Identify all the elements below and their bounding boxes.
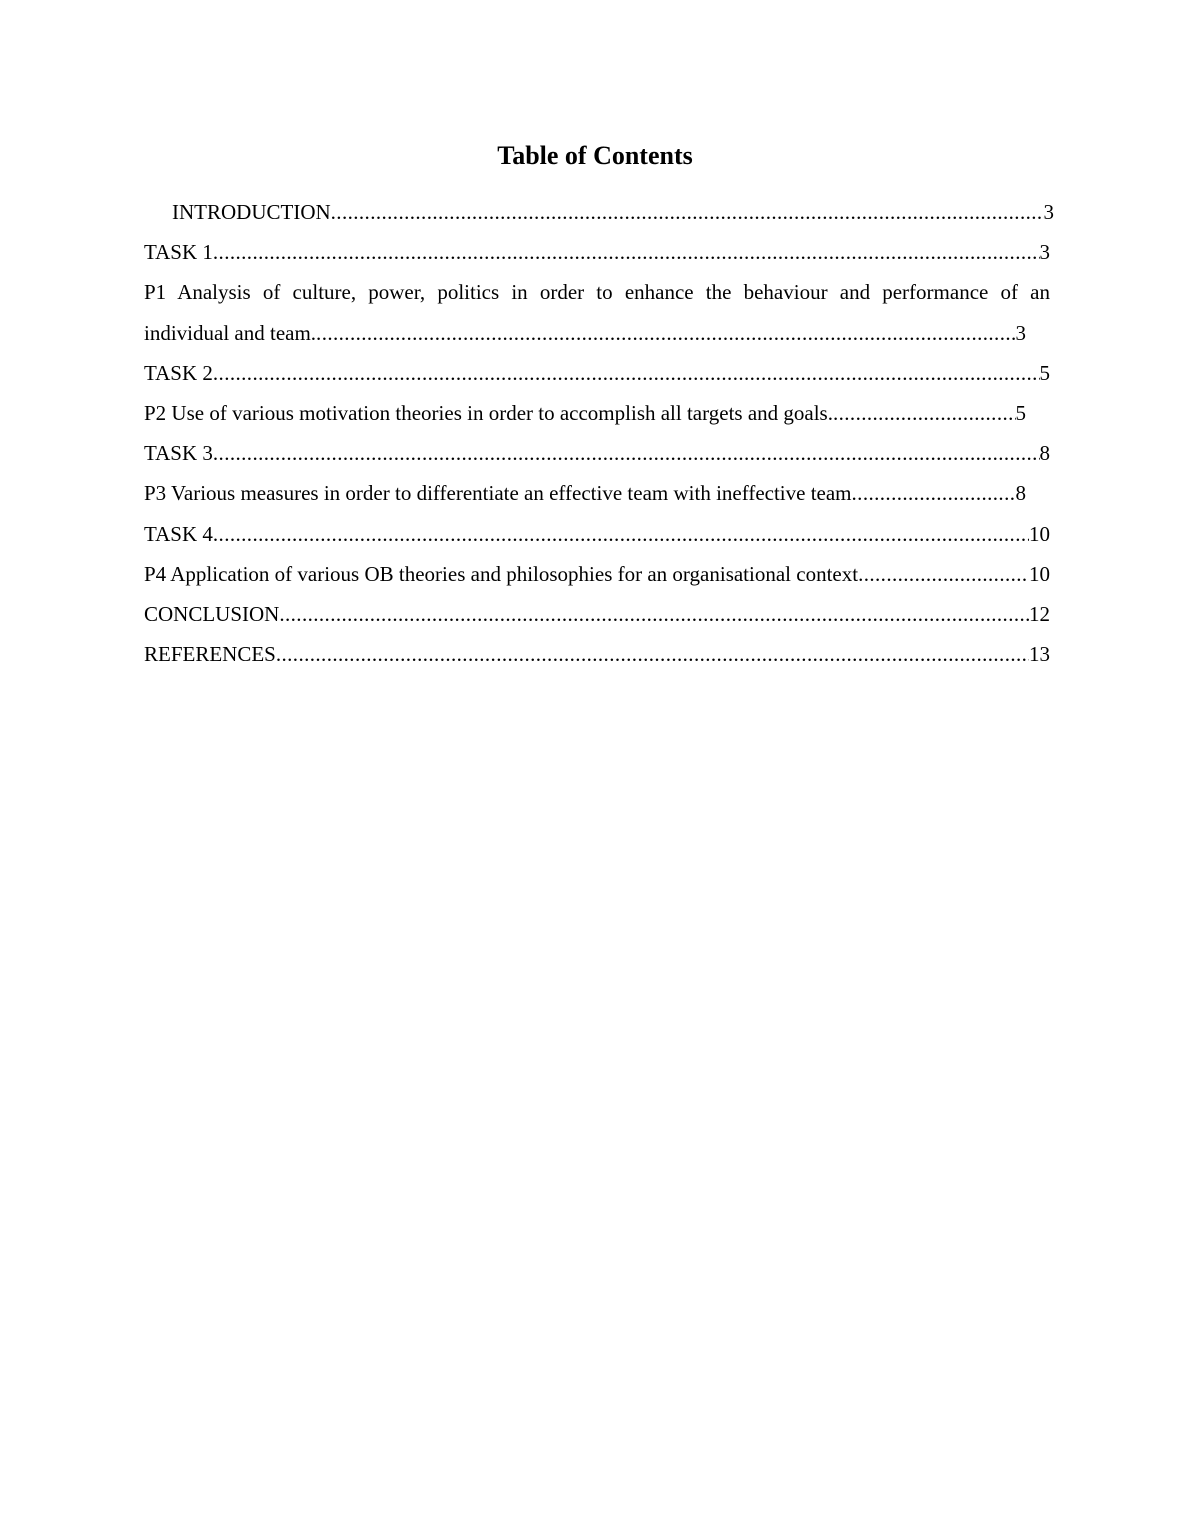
toc-leader [316,313,1015,353]
toc-entry-label: TASK 3 [144,441,213,466]
toc-entry-task-3[interactable] [144,433,1050,473]
toc-leader [279,594,1029,634]
toc-entry-p2[interactable] [144,393,1026,433]
toc-page-number: 12 [1029,601,1050,626]
toc-leader [852,473,1016,513]
toc-page-number: 8 [1039,441,1050,466]
toc-entry-label: INTRODUCTION [172,200,331,224]
toc-entry-task-2[interactable] [144,353,1050,393]
toc-entry-label: individual and team. [144,320,317,345]
toc-entry-task-1[interactable] [144,232,1050,272]
toc-page-number: 3 [1043,200,1054,224]
toc-entry-p4[interactable] [144,554,1050,594]
toc-leader [213,353,1040,393]
toc-page-number: 5 [1015,400,1026,425]
toc-leader [276,634,1029,674]
toc-leader [213,232,1040,272]
toc-entry-p3[interactable] [144,473,1026,513]
toc-entry-p1[interactable] [144,313,1026,353]
toc-entry-introduction[interactable] [144,192,1054,232]
toc-leader [213,514,1029,554]
toc-page-number: 13 [1029,642,1050,667]
toc-entry-label: CONCLUSION [144,601,280,626]
toc-page-number: 3 [1039,240,1050,265]
toc-entry-label: REFERENCES [144,642,276,667]
toc-leader [833,393,1016,433]
toc-leader [858,554,1029,594]
toc-leader [213,433,1040,473]
toc-entry-label: TASK 4 [144,521,213,546]
toc-entry-label: TASK 2 [144,360,213,385]
toc-entry-conclusion[interactable] [144,594,1050,634]
toc-page-number: 8 [1015,481,1026,506]
table-of-contents [144,192,1054,674]
toc-page-number: 10 [1029,561,1050,586]
toc-entry-task-4[interactable] [144,514,1050,554]
toc-leader [331,192,1044,232]
toc-title: Table of Contents [497,141,693,170]
toc-entry-label: TASK 1 [144,240,213,265]
toc-entry-label: P4 Application of various OB theories and philosophies for an organisational context [144,561,859,586]
toc-page-number: 3 [1015,320,1026,345]
toc-page-number: 5 [1039,360,1050,385]
toc-page-number: 10 [1029,521,1050,546]
toc-entry-label: P3 Various measures in order to differentiate an effective team with ineffective team [144,481,852,506]
toc-entry-p1-line1[interactable]: P1 Analysis of culture, power, politics in order to enhance the behaviour and performance of an [144,280,1050,305]
toc-entry-label: P2 Use of various motivation theories in order to accomplish all targets and goals. [144,400,833,425]
toc-entry-references[interactable] [144,634,1050,674]
